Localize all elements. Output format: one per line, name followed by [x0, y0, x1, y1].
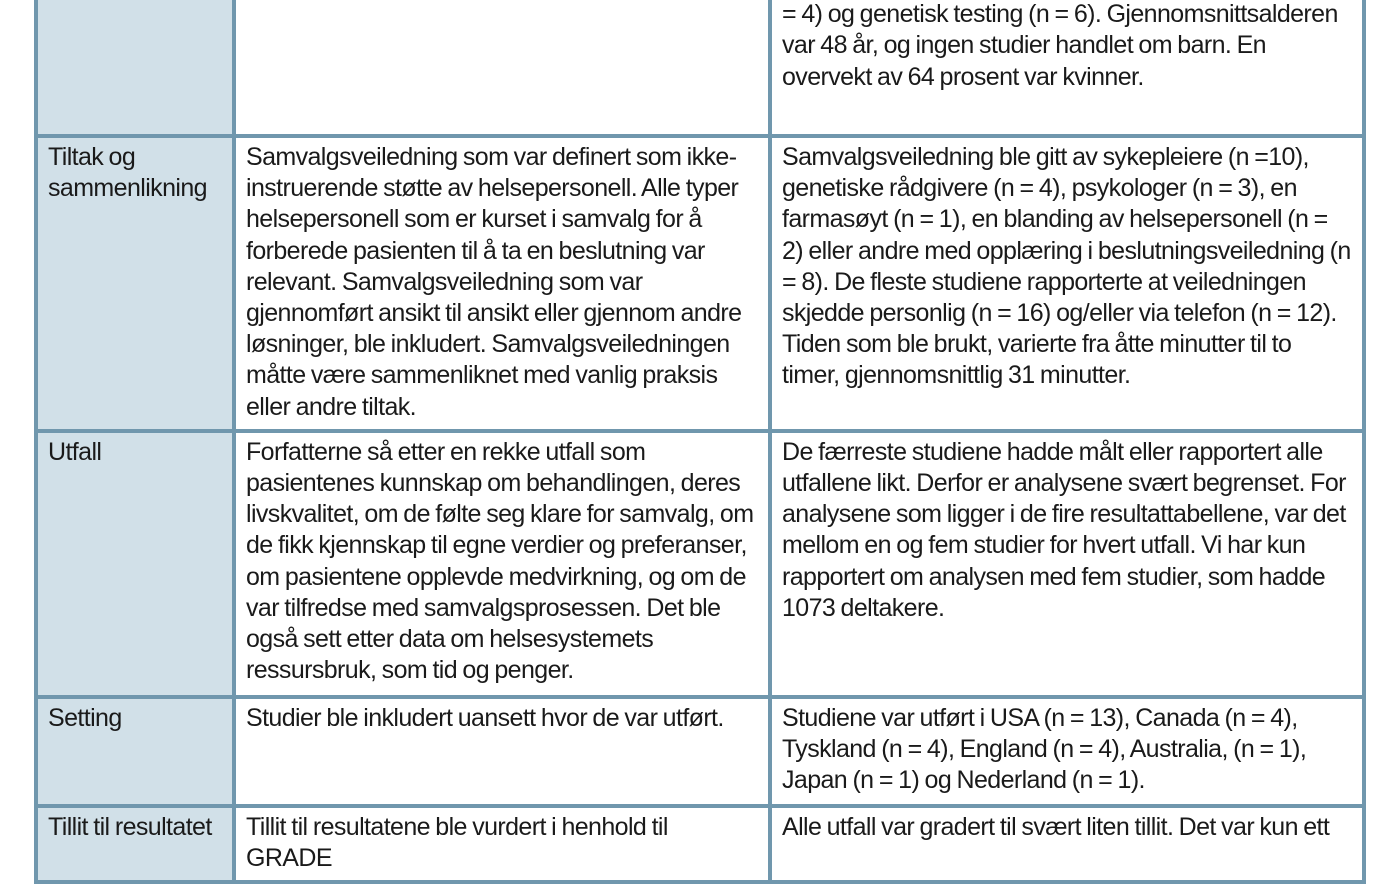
criteria-cell: Studier ble inkludert uansett hvor de var utført. — [234, 697, 770, 806]
criteria-cell: Tillit til resultatene ble vurdert i henhold til GRADE — [234, 806, 770, 882]
table-row — [36, 136, 1364, 431]
criteria-cell: Samvalgsveiledning som var definert som ikke-instruerende støtte av helsepersonell. Alle typer helsepersonell som er kurset i samvalg for å forberede pasienten til å ta en beslutning var relevant. Samvalgsveiledning som var gjennomført ansikt til ansikt eller gjennom andre løsninger, ble inkludert. Samvalgsveiledningen måtte være sammenliknet med vanlig praksis eller andre tiltak. — [234, 136, 770, 431]
table-row — [36, 0, 1364, 136]
row-label: Utfall — [36, 431, 234, 697]
result-cell: Studiene var utført i USA (n = 13), Canada (n = 4), Tyskland (n = 4), England (n = 4), Australia, (n = 1), Japan (n = 1) og Nederland (n = 1). — [770, 697, 1364, 806]
result-cell: Samvalgsveiledning ble gitt av sykepleiere (n =10), genetiske rådgivere (n = 4), psykologer (n = 3), en farmasøyt (n = 1), en blanding av helsepersonell (n = 2) eller andre med opplæring i beslutningsveiledning (n = 8). De fleste studiene rapporterte at veiledningen skjedde personlig (n = 16) og/eller via telefon (n = 12). Tiden som ble brukt, varierte fra åtte minutter til to timer, gjennomsnittlig 31 minutter. — [770, 136, 1364, 431]
result-cell: = 4) og genetisk testing (n = 6). Gjennomsnittsalderen var 48 år, og ingen studier handlet om barn. En overvekt av 64 prosent var kvinner. — [770, 0, 1364, 136]
row-label: Tillit til resultatet — [36, 806, 234, 882]
result-cell: De færreste studiene hadde målt eller rapportert alle utfallene likt. Derfor er analysene svært begrenset. For analysene som ligger i de fire resultattabellene, var det mellom en og fem studier for hvert utfall. Vi har kun rapportert om analysen med fem studier, som hadde 1073 deltakere. — [770, 431, 1364, 697]
row-label: Setting — [36, 697, 234, 806]
criteria-cell: Forfatterne så etter en rekke utfall som pasientenes kunnskap om behandlingen, deres livskvalitet, om de følte seg klare for samvalg, om de fikk kjennskap til egne verdier og preferanser, om pasientene opplevde medvirkning, og om de var tilfredse med samvalgsprosessen. Det ble også sett etter data om helsesystemets ressursbruk, som tid og penger. — [234, 431, 770, 697]
summary-table — [34, 0, 1366, 884]
table-row — [36, 806, 1364, 882]
row-label: Tiltak og sammenlikning — [36, 136, 234, 431]
row-label — [36, 0, 234, 136]
result-cell: Alle utfall var gradert til svært liten tillit. Det var kun ett — [770, 806, 1364, 882]
table-row — [36, 697, 1364, 806]
criteria-cell — [234, 0, 770, 136]
table-row — [36, 431, 1364, 697]
